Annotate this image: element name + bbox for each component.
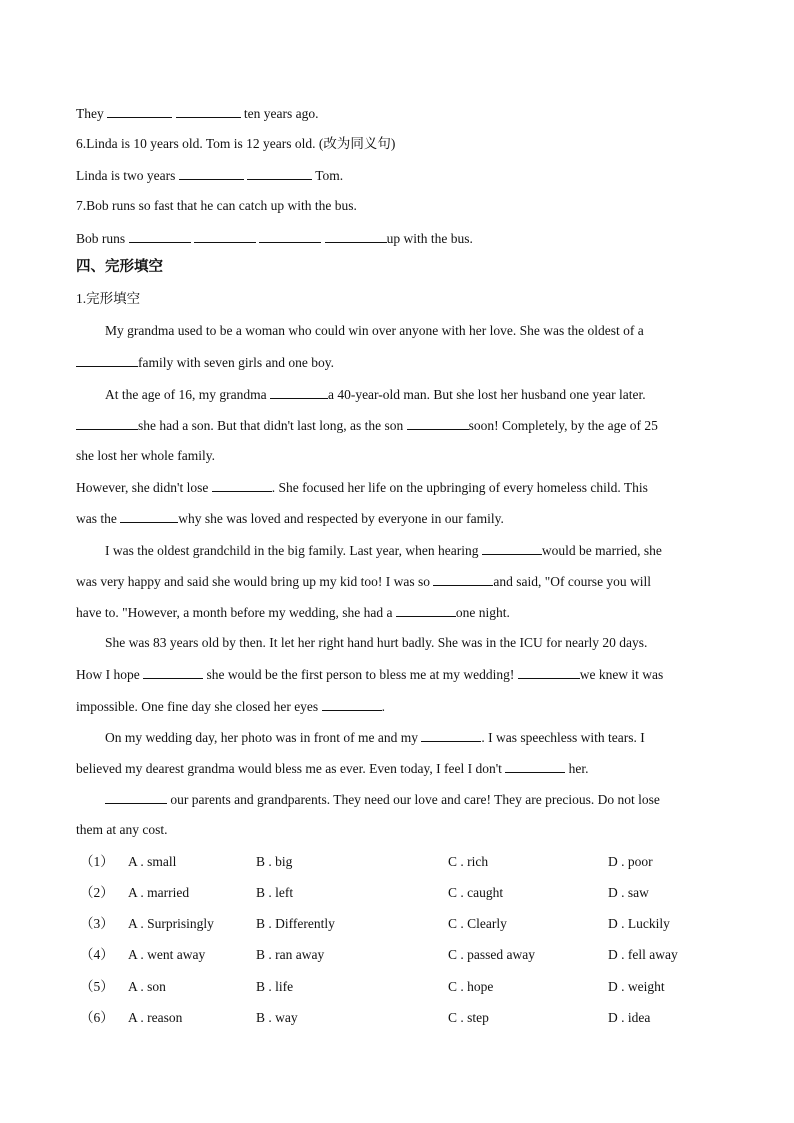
blank: [143, 665, 203, 679]
blank: [212, 478, 272, 492]
passage-line: [76, 759, 589, 778]
exercise-line-5-answer: [76, 104, 318, 123]
option-a: A . small: [128, 854, 177, 869]
option-d: D . Luckily: [608, 916, 670, 931]
text: a 40-year-old man. But she lost her husband one year later.: [327, 387, 646, 402]
passage-line: [76, 572, 651, 591]
question-number: （1）: [80, 854, 114, 869]
blank: [105, 790, 167, 804]
blank: [433, 572, 493, 586]
text: Linda is two years: [76, 168, 176, 183]
text: believed my dearest grandma would bless me as ever. Even today, I feel I don't: [76, 761, 502, 776]
question-number: （5）: [80, 979, 114, 994]
blank: [76, 416, 138, 430]
blank: [322, 697, 382, 711]
exercise-line-7-answer: [76, 229, 473, 248]
passage-line: [76, 416, 658, 435]
question-number: （6）: [80, 1010, 114, 1025]
text: impossible. One fine day she closed her eyes: [76, 699, 319, 714]
option-b: B . big: [256, 854, 293, 869]
option-b: B . ran away: [256, 947, 325, 962]
passage-line: [76, 353, 334, 372]
option-row: [76, 978, 736, 996]
subheading: 1.完形填空: [76, 291, 141, 306]
text: On my wedding day, her photo was in front of me and my: [105, 730, 418, 745]
blank: [505, 759, 565, 773]
blank: [129, 229, 191, 243]
text: and said, "Of course you will: [493, 574, 652, 589]
text: we knew it was: [579, 667, 664, 682]
option-a: A . Surprisingly: [128, 916, 214, 931]
exercise-question-7: 7.Bob runs so fast that he can catch up with the bus.: [76, 198, 357, 213]
passage-line: [76, 697, 385, 716]
question-number: （3）: [80, 916, 114, 931]
passage-line: [76, 665, 663, 684]
option-b: B . Differently: [256, 916, 335, 931]
text: How I hope: [76, 667, 140, 682]
passage-line: [105, 541, 662, 560]
blank: [325, 229, 387, 243]
passage-line: My grandma used to be a woman who could win over anyone with her love. She was the oldest of a: [105, 323, 644, 338]
blank: [247, 166, 312, 180]
passage-line: [76, 478, 648, 497]
blank: [421, 728, 481, 742]
blank: [176, 104, 241, 118]
exercise-question-6: 6.Linda is 10 years old. Tom is 12 years old. (改为同义句): [76, 136, 396, 151]
option-row: [76, 915, 736, 933]
option-d: D . saw: [608, 885, 649, 900]
blank: [107, 104, 172, 118]
text: I was the oldest grandchild in the big family. Last year, when hearing: [105, 543, 479, 558]
passage-line: [105, 385, 646, 404]
option-c: C . caught: [448, 885, 504, 900]
passage-line: [105, 728, 645, 747]
text: family with seven girls and one boy.: [138, 355, 334, 370]
passage-line: She was 83 years old by then. It let her right hand hurt badly. She was in the ICU for nearly 20 days.: [105, 635, 648, 650]
blank: [482, 541, 542, 555]
text: However, she didn't lose: [76, 480, 209, 495]
text: Bob runs: [76, 231, 126, 246]
text: At the age of 16, my grandma: [105, 387, 267, 402]
section-heading: 四、完形填空: [76, 259, 163, 275]
option-c: C . Clearly: [448, 916, 507, 931]
option-c: C . rich: [448, 854, 489, 869]
text: she had a son. But that didn't last long, as the son: [138, 418, 404, 433]
option-a: A . reason: [128, 1010, 183, 1025]
blank: [407, 416, 469, 430]
option-row: [76, 884, 736, 902]
passage-line: [105, 790, 660, 809]
option-d: D . weight: [608, 979, 665, 994]
text: our parents and grandparents. They need our love and care! They are precious. Do not lose: [170, 792, 660, 807]
option-row: [76, 1009, 736, 1027]
blank: [120, 509, 178, 523]
text: up with the bus.: [386, 231, 473, 246]
blank: [396, 603, 456, 617]
blank: [76, 353, 138, 367]
text: They: [76, 106, 104, 121]
text: Tom.: [315, 168, 344, 183]
text: was the: [76, 511, 117, 526]
text: was very happy and said she would bring up my kid too! I was so: [76, 574, 430, 589]
passage-line: [76, 509, 504, 528]
exercise-line-6-answer: [76, 166, 343, 185]
text: .: [381, 699, 385, 714]
text: would be married, she: [541, 543, 662, 558]
text: soon! Completely, by the age of 25: [468, 418, 658, 433]
option-a: A . married: [128, 885, 190, 900]
option-b: B . way: [256, 1010, 298, 1025]
option-a: A . son: [128, 979, 166, 994]
option-d: D . idea: [608, 1010, 651, 1025]
blank: [179, 166, 244, 180]
blank: [270, 385, 328, 399]
question-number: （4）: [80, 947, 114, 962]
option-c: C . hope: [448, 979, 494, 994]
passage-line: she lost her whole family.: [76, 448, 215, 463]
text: have to. "However, a month before my wedding, she had a: [76, 605, 393, 620]
option-row: [76, 946, 736, 964]
question-number: （2）: [80, 885, 114, 900]
option-row: [76, 853, 736, 871]
option-c: C . passed away: [448, 947, 535, 962]
option-c: C . step: [448, 1010, 489, 1025]
option-b: B . left: [256, 885, 294, 900]
blank: [194, 229, 256, 243]
option-a: A . went away: [128, 947, 206, 962]
blank: [518, 665, 580, 679]
blank: [259, 229, 321, 243]
text: why she was loved and respected by everyone in our family.: [178, 511, 504, 526]
text: she would be the first person to bless me at my wedding!: [206, 667, 515, 682]
passage-line: them at any cost.: [76, 822, 168, 837]
option-d: D . poor: [608, 854, 653, 869]
option-b: B . life: [256, 979, 294, 994]
option-d: D . fell away: [608, 947, 678, 962]
text: her.: [568, 761, 589, 776]
text: . I was speechless with tears. I: [481, 730, 645, 745]
passage-line: [76, 603, 510, 622]
text: ten years ago.: [243, 106, 319, 121]
text: . She focused her life on the upbringing of every homeless child. This: [271, 480, 648, 495]
text: one night.: [455, 605, 510, 620]
